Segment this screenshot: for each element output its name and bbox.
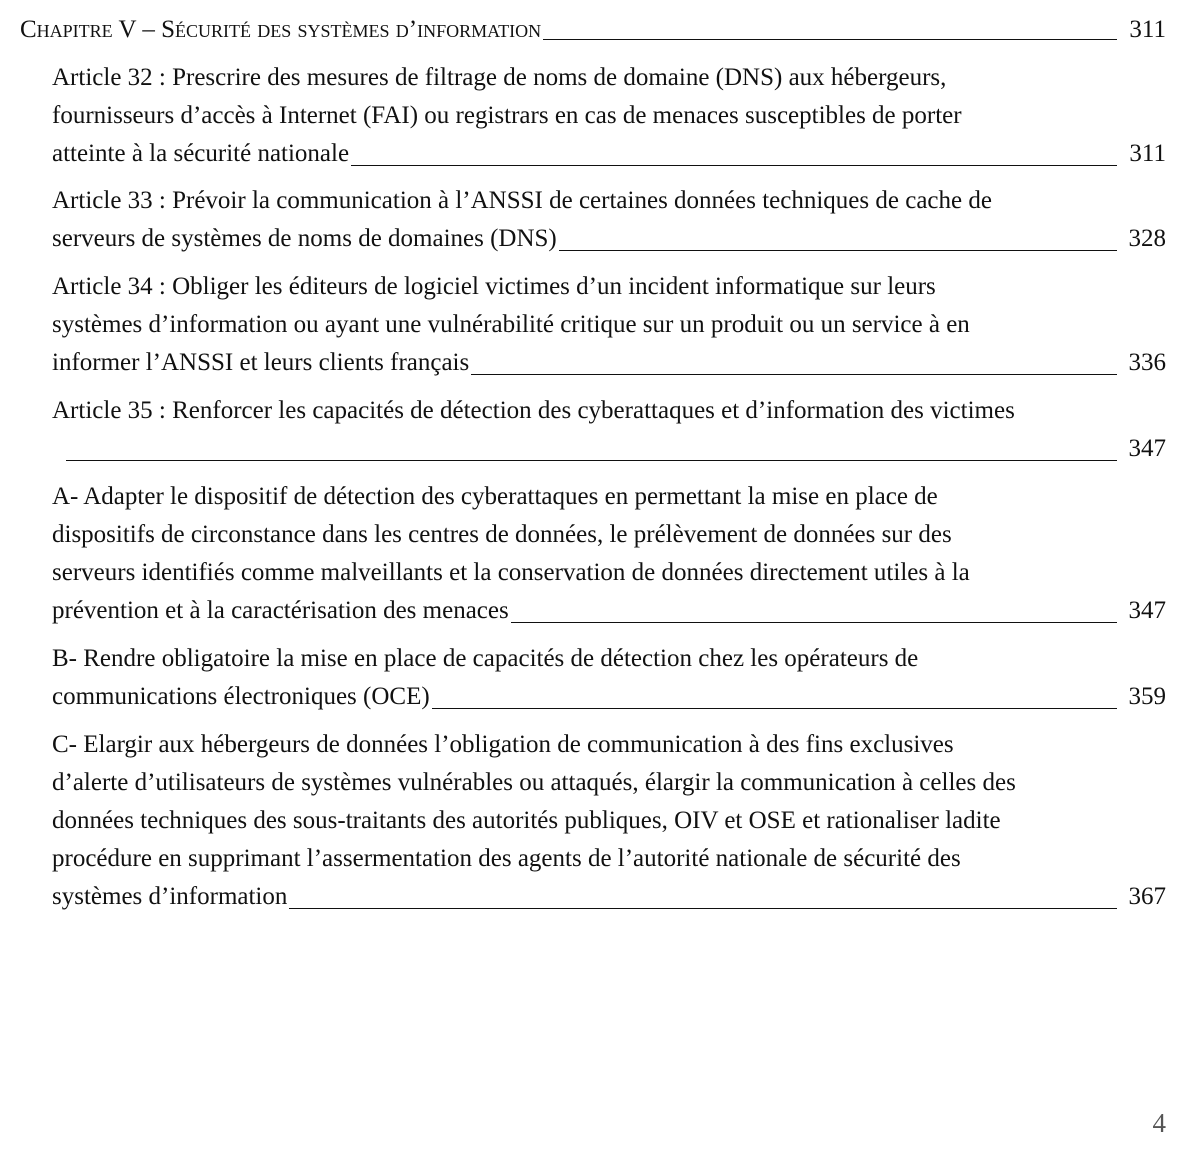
entry-last-line (52, 592, 1166, 630)
chapter-page: 311 (1129, 16, 1166, 43)
entry-line: dispositifs de circonstance dans les centres de données, le prélèvement de données sur des (52, 521, 952, 548)
leader-line (351, 165, 1117, 166)
entry-page: 347 (1128, 435, 1166, 462)
entry-last-line (52, 678, 1166, 716)
entry-last-line (52, 878, 1166, 916)
entry-line: serveurs identifiés comme malveillants et la conservation de données directement utiles à la (52, 559, 970, 586)
entry-line: atteinte à la sécurité nationale (52, 140, 350, 167)
entry-line: informer l’ANSSI et leurs clients français (52, 349, 470, 376)
entry-line: données techniques des sous-traitants des autorités publiques, OIV et OSE et rationaliser ladite (52, 807, 1001, 834)
leader-line (559, 250, 1117, 251)
entry-page: 311 (1129, 140, 1166, 167)
page-number: 4 (1152, 1108, 1166, 1138)
entry-line: communications électroniques (OCE) (52, 683, 430, 710)
entry-line: prévention et à la caractérisation des menaces (52, 597, 509, 624)
entry-line: procédure en supprimant l’assermentation des agents de l’autorité nationale de sécurité des (52, 845, 961, 872)
entry-line: d’alerte d’utilisateurs de systèmes vulnérables ou attaqués, élargir la communication à celles des (52, 769, 1016, 796)
chapter-heading[interactable] (20, 13, 1166, 47)
toc-entry-article-33[interactable] (52, 182, 1166, 258)
entry-page: 347 (1128, 597, 1166, 624)
entry-line: systèmes d’information ou ayant une vulnérabilité critique sur un produit ou un service à en (52, 311, 970, 338)
toc-entry-section-c[interactable] (52, 726, 1166, 916)
entry-line: C- Elargir aux hébergeurs de données l’obligation de communication à des fins exclusives (52, 731, 954, 758)
entry-page: 336 (1128, 349, 1166, 376)
toc-entry-article-32[interactable] (52, 59, 1166, 173)
entry-line: fournisseurs d’accès à Internet (FAI) ou registrars en cas de menaces susceptibles de porter (52, 102, 962, 129)
entry-last-line (52, 220, 1166, 258)
entry-line: systèmes d’information (52, 883, 288, 910)
entry-last-line (52, 344, 1166, 382)
entry-line: Article 35 : Renforcer les capacités de détection des cyberattaques et d’information des victimes (52, 397, 1015, 424)
entry-last-line (52, 430, 1166, 468)
toc-entry-article-34[interactable] (52, 268, 1166, 382)
entry-line: Article 33 : Prévoir la communication à l’ANSSI de certaines données techniques de cache de (52, 187, 992, 214)
entry-page: 367 (1128, 883, 1166, 910)
entry-line: Article 32 : Prescrire des mesures de filtrage de noms de domaine (DNS) aux hébergeurs, (52, 64, 947, 91)
toc-entry-article-35[interactable] (52, 392, 1166, 468)
entry-page: 359 (1128, 683, 1166, 710)
leader-line (289, 908, 1116, 909)
toc-entry-section-a[interactable] (52, 478, 1166, 630)
leader-line (471, 374, 1116, 375)
chapter-title: Chapitre V – Sécurité des systèmes d’information (20, 16, 542, 43)
leader-line (432, 708, 1117, 709)
entry-last-line (52, 135, 1166, 173)
leader-line (66, 460, 1117, 461)
entry-line: serveurs de systèmes de noms de domaines (DNS) (52, 225, 557, 252)
entry-page: 328 (1128, 225, 1166, 252)
leader-line (511, 622, 1117, 623)
entry-line: B- Rendre obligatoire la mise en place de capacités de détection chez les opérateurs de (52, 645, 919, 672)
toc-entry-section-b[interactable] (52, 640, 1166, 716)
leader-line (543, 39, 1117, 40)
entry-line: Article 34 : Obliger les éditeurs de logiciel victimes d’un incident informatique sur leurs (52, 273, 936, 300)
entry-line: A- Adapter le dispositif de détection des cyberattaques en permettant la mise en place de (52, 483, 938, 510)
